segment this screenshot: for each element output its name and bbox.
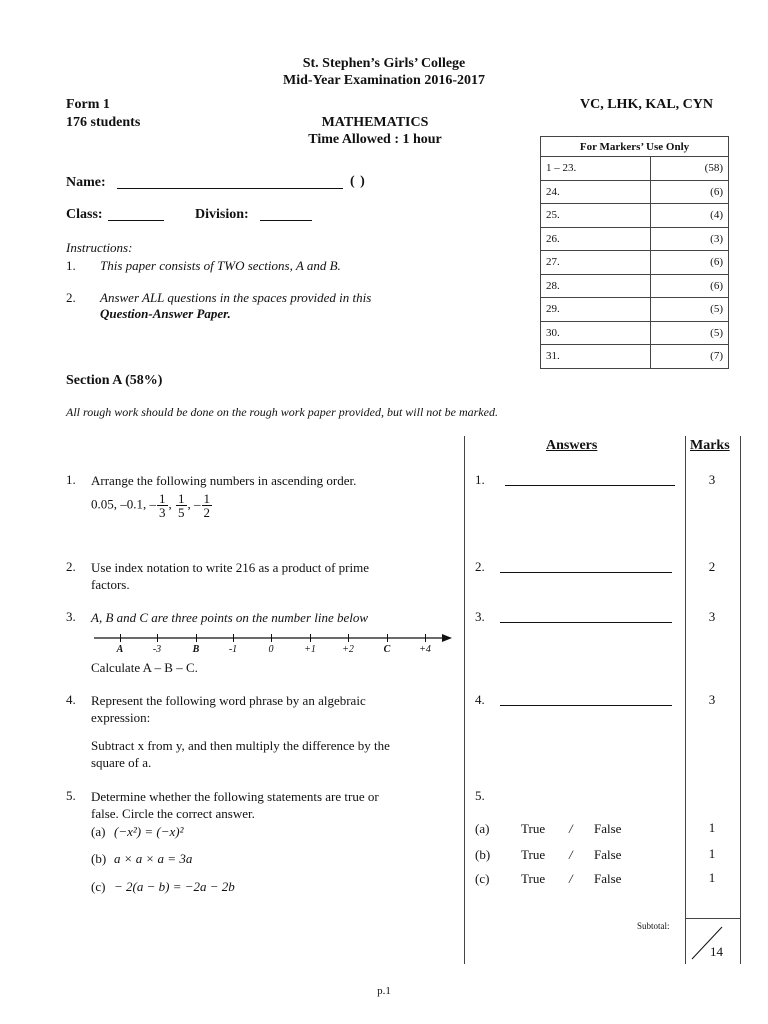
- question-mark: 2: [708, 559, 716, 574]
- fraction-numerator: 1: [203, 491, 210, 506]
- answer-number: 5.: [475, 788, 485, 803]
- students-count: 176 students: [66, 115, 141, 130]
- subtotal-label: Subtotal:: [637, 921, 670, 931]
- number-line-label: 0: [268, 644, 274, 655]
- rough-work-note: All rough work should be done on the rough work paper provided, but will not be marked.: [66, 405, 498, 419]
- column-divider: [464, 436, 465, 964]
- question-text: Subtract x from y, and then multiply the difference by the: [91, 738, 390, 753]
- markers-question: 28.: [541, 274, 651, 298]
- markers-question: 24.: [541, 180, 651, 204]
- false-option[interactable]: False: [594, 847, 622, 862]
- instruction-number: 2.: [66, 290, 76, 305]
- question-mark: 3: [708, 609, 716, 624]
- exam-title: Mid-Year Examination 2016-2017: [283, 73, 485, 88]
- question-text: square of a.: [91, 755, 152, 770]
- statement-label: (a): [91, 824, 106, 839]
- class-number-field[interactable]: ( ): [350, 174, 366, 189]
- table-row: [541, 227, 729, 251]
- division-label: Division:: [195, 207, 249, 222]
- markers-value: (4): [650, 204, 728, 228]
- table-row: [541, 204, 729, 228]
- answer-number: 1.: [475, 472, 485, 487]
- teacher-initials: VC, LHK, KAL, CYN: [580, 97, 714, 112]
- part-label: (c): [475, 871, 490, 886]
- false-option[interactable]: False: [594, 821, 622, 836]
- table-row: [541, 298, 729, 322]
- option-separator: /: [569, 871, 573, 886]
- number-line: [94, 631, 454, 645]
- answers-header: Answers: [546, 438, 598, 453]
- number-line-tick: [120, 634, 121, 642]
- statement-label: (b): [91, 851, 107, 866]
- markers-question: 29.: [541, 298, 651, 322]
- instructions-title: Instructions:: [66, 240, 133, 255]
- time-allowed: Time Allowed : 1 hour: [308, 132, 442, 147]
- question-text: expression:: [91, 710, 151, 725]
- fraction-denominator: 2: [203, 505, 210, 520]
- markers-table-header: For Markers’ Use Only: [541, 137, 729, 157]
- answer-number: 4.: [475, 692, 485, 707]
- question-number: 2.: [66, 559, 76, 574]
- number-line-tick: [387, 634, 388, 642]
- fraction: [202, 492, 213, 519]
- table-row: [541, 157, 729, 181]
- markers-question: 31.: [541, 345, 651, 369]
- question-text: Determine whether the following statements are true or: [91, 789, 379, 804]
- number-line-tick: [233, 634, 234, 642]
- number-line-label: -3: [152, 644, 162, 655]
- numbers-prefix: 0.05, –0.1, –: [91, 496, 156, 512]
- column-divider: [740, 436, 741, 964]
- part-label: (b): [475, 847, 491, 862]
- question-text: Arrange the following numbers in ascending order.: [91, 473, 357, 488]
- option-separator: /: [569, 847, 573, 862]
- fraction-denominator: 3: [159, 505, 166, 520]
- form-label: Form 1: [66, 97, 110, 112]
- name-field[interactable]: [117, 174, 343, 189]
- question-text: false. Circle the correct answer.: [91, 806, 255, 821]
- school-name: St. Stephen’s Girls’ College: [302, 56, 466, 71]
- true-option[interactable]: True: [521, 847, 546, 862]
- markers-value: (6): [650, 274, 728, 298]
- question-number: 1.: [66, 472, 76, 487]
- number-line-label: +1: [304, 644, 316, 655]
- number-line-label: C: [383, 644, 391, 655]
- markers-table: [540, 136, 729, 369]
- column-divider: [685, 436, 686, 964]
- markers-question: 25.: [541, 204, 651, 228]
- answer-line[interactable]: [500, 621, 672, 623]
- number-line-label: A: [116, 644, 124, 655]
- class-label: Class:: [66, 207, 103, 222]
- question-number: 4.: [66, 692, 76, 707]
- table-row: [541, 251, 729, 275]
- question-text: Represent the following word phrase by an algebraic: [91, 693, 366, 708]
- number-line-tick: [310, 634, 311, 642]
- part-label: (a): [475, 821, 490, 836]
- question-text: factors.: [91, 577, 130, 592]
- markers-question: 26.: [541, 227, 651, 251]
- table-row: [541, 274, 729, 298]
- markers-value: (5): [650, 298, 728, 322]
- markers-question: 27.: [541, 251, 651, 275]
- marks-header: Marks: [690, 438, 730, 453]
- true-option[interactable]: True: [521, 821, 546, 836]
- part-mark: 1: [708, 820, 716, 835]
- number-line-label: B: [192, 644, 200, 655]
- table-row: [541, 321, 729, 345]
- false-option[interactable]: False: [594, 871, 622, 886]
- instruction-text: This paper consists of TWO sections, A and B.: [100, 258, 341, 273]
- markers-value: (6): [650, 180, 728, 204]
- question-mark: 3: [708, 692, 716, 707]
- markers-question: 1 – 23.: [541, 157, 651, 181]
- instruction-text: Answer ALL questions in the spaces provided in this: [100, 290, 372, 305]
- statement-label: (c): [91, 879, 106, 894]
- instruction-text: Question-Answer Paper.: [100, 306, 231, 321]
- statement-text: − 2(a − b) = −2a − 2b: [114, 879, 235, 894]
- answer-line[interactable]: [500, 571, 672, 573]
- question-numbers: 0.05, –0.1, – $\frac{1}{3}$ , $\frac{1}{5}$ , – $\frac{1}{2}$: [91, 491, 210, 520]
- class-field[interactable]: [108, 206, 164, 221]
- fraction: [157, 492, 168, 519]
- part-mark: 1: [708, 870, 716, 885]
- markers-value: (6): [650, 251, 728, 275]
- name-label: Name:: [66, 175, 106, 190]
- division-field[interactable]: [260, 206, 312, 221]
- markers-value: (5): [650, 321, 728, 345]
- fraction-numerator: 1: [159, 491, 166, 506]
- statement-text: (−x²) = (−x)²: [114, 824, 184, 839]
- fraction: [176, 492, 187, 519]
- number-line-label: +4: [419, 644, 431, 655]
- question-number: 3.: [66, 609, 76, 624]
- number-line-tick: [271, 634, 272, 642]
- fraction-denominator: 5: [178, 505, 185, 520]
- table-row: [541, 345, 729, 369]
- answer-number: 3.: [475, 609, 485, 624]
- instruction-number: 1.: [66, 258, 76, 273]
- answer-line[interactable]: [505, 484, 675, 486]
- number-line-tick: [425, 634, 426, 642]
- option-separator: /: [569, 821, 573, 836]
- number-line-label: -1: [228, 644, 238, 655]
- number-line-tick: [157, 634, 158, 642]
- true-option[interactable]: True: [521, 871, 546, 886]
- number-line-tick: [196, 634, 197, 642]
- subject-title: MATHEMATICS: [321, 115, 429, 130]
- question-text: Use index notation to write 216 as a product of prime: [91, 560, 369, 575]
- part-mark: 1: [708, 846, 716, 861]
- question-mark: 3: [708, 472, 716, 487]
- answer-line[interactable]: [500, 704, 672, 706]
- question-text: A, B and C are three points on the number line below: [91, 610, 369, 625]
- number-line-label: +2: [342, 644, 354, 655]
- section-title: Section A (58%): [66, 373, 163, 388]
- answer-number: 2.: [475, 559, 485, 574]
- number-line-tick: [348, 634, 349, 642]
- question-text: Calculate A – B – C.: [91, 660, 198, 675]
- markers-value: (58): [650, 157, 728, 181]
- markers-value: (3): [650, 227, 728, 251]
- statement-text: a × a × a = 3a: [114, 851, 193, 866]
- question-number: 5.: [66, 788, 76, 803]
- markers-question: 30.: [541, 321, 651, 345]
- fraction-numerator: 1: [178, 491, 185, 506]
- subtotal-value: 14: [710, 944, 723, 959]
- table-row: [541, 180, 729, 204]
- page-number: p.1: [377, 985, 391, 997]
- markers-value: (7): [650, 345, 728, 369]
